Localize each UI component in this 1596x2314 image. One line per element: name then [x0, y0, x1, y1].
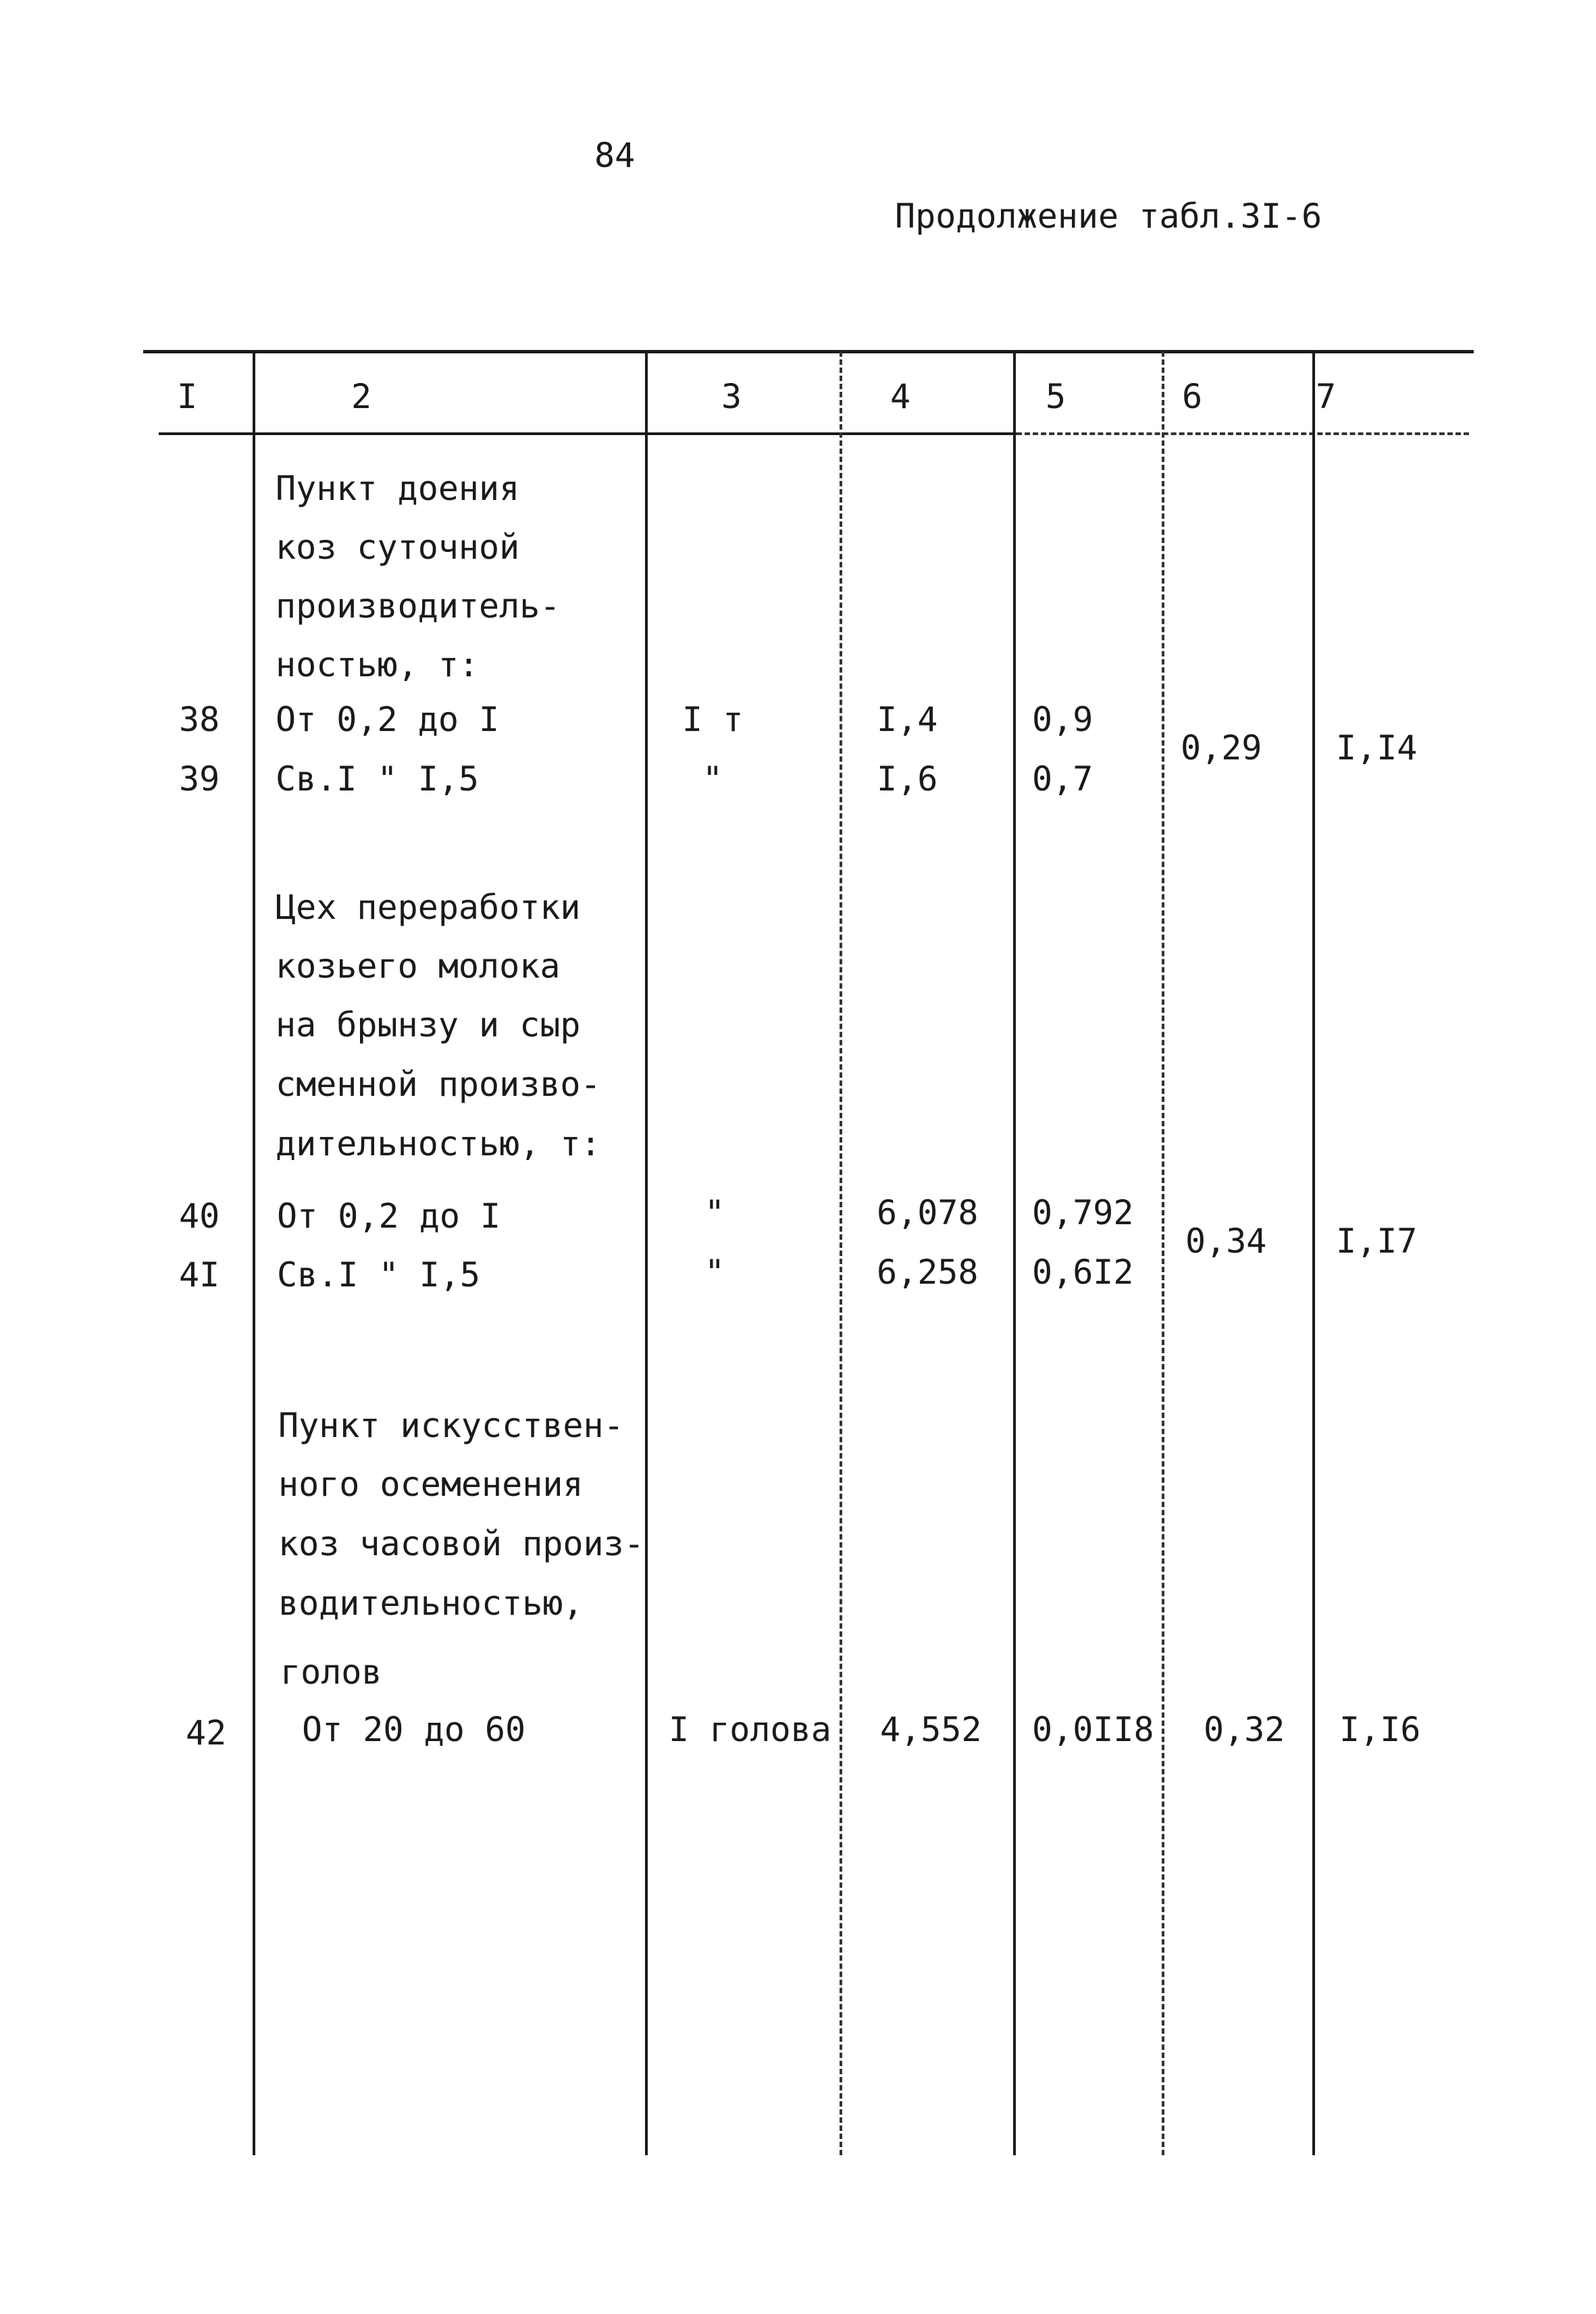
- group-title-line: на брынзу и сыр: [276, 1005, 581, 1045]
- cell-col3: I голова: [669, 1710, 831, 1749]
- col-sep-5: [1162, 351, 1164, 2155]
- group-title-line: коз суточной: [276, 528, 520, 567]
- cell-col5: 0,7: [1032, 759, 1093, 799]
- cell-col4: 4,552: [880, 1710, 982, 1749]
- col-sep-1: [253, 351, 255, 2155]
- row-name: Св.I " I,5: [276, 759, 480, 799]
- column-header-7: 7: [1316, 377, 1337, 416]
- row-number: 38: [179, 700, 220, 739]
- header-bottom-rule: [159, 432, 1016, 435]
- table-top-rule: [143, 350, 1474, 353]
- table-continuation-caption: Продолжение табл.3I-6: [895, 197, 1322, 236]
- header-bottom-rule-dashed: [1016, 432, 1469, 435]
- cell-col4: I,6: [877, 759, 938, 799]
- group-title-line: Цех переработки: [276, 888, 581, 927]
- column-header-1: I: [177, 377, 198, 416]
- cell-col4: 6,258: [877, 1253, 979, 1292]
- cell-col5: 0,792: [1032, 1193, 1134, 1232]
- cell-col4: I,4: [877, 700, 938, 739]
- group-title-line: дительностью, т:: [276, 1124, 601, 1163]
- row-name: От 0,2 до I: [276, 700, 500, 739]
- group-title-line: сменной произво-: [276, 1065, 601, 1104]
- group-col6-value: 0,34: [1185, 1222, 1267, 1261]
- group-title-line: Пункт искусствен-: [278, 1406, 624, 1445]
- group-title-line: Пункт доения: [276, 469, 520, 508]
- column-header-4: 4: [890, 377, 911, 416]
- col-sep-2: [645, 351, 648, 2155]
- cell-col5: 0,9: [1032, 700, 1093, 739]
- group-col7-value: I,I6: [1339, 1710, 1421, 1749]
- cell-col3: ": [702, 759, 723, 799]
- group-title-line: голов: [280, 1653, 382, 1692]
- group-title-line: производитель-: [276, 586, 561, 626]
- row-name: От 20 до 60: [302, 1710, 526, 1749]
- row-name: От 0,2 до I: [277, 1197, 501, 1236]
- group-title-line: ностью, т:: [276, 645, 480, 684]
- row-number: 4I: [179, 1255, 220, 1294]
- group-col6-value: 0,32: [1204, 1710, 1285, 1749]
- row-number: 42: [186, 1713, 227, 1753]
- page-number: 84: [594, 136, 636, 175]
- col-sep-4: [1013, 351, 1016, 2155]
- cell-col3: ": [704, 1253, 725, 1292]
- row-name: Св.I " I,5: [277, 1255, 481, 1294]
- group-title-line: водительностью,: [278, 1584, 584, 1623]
- group-col7-value: I,I4: [1336, 728, 1418, 768]
- col-sep-3: [840, 351, 842, 2155]
- cell-col5: 0,6I2: [1032, 1253, 1134, 1292]
- cell-col3: I т: [682, 700, 744, 739]
- column-header-6: 6: [1182, 377, 1203, 416]
- group-col7-value: I,I7: [1336, 1222, 1418, 1261]
- group-title-line: коз часовой произ-: [278, 1524, 644, 1563]
- row-number: 40: [179, 1197, 220, 1236]
- cell-col4: 6,078: [877, 1193, 979, 1232]
- cell-col5: 0,0II8: [1032, 1710, 1154, 1749]
- column-header-2: 2: [351, 377, 372, 416]
- column-header-5: 5: [1046, 377, 1066, 416]
- group-title-line: козьего молока: [276, 947, 561, 986]
- group-title-line: ного осеменения: [278, 1465, 584, 1504]
- col-sep-6: [1312, 351, 1315, 2155]
- column-header-3: 3: [721, 377, 742, 416]
- row-number: 39: [179, 759, 220, 799]
- cell-col3: ": [704, 1193, 725, 1232]
- group-col6-value: 0,29: [1181, 728, 1262, 768]
